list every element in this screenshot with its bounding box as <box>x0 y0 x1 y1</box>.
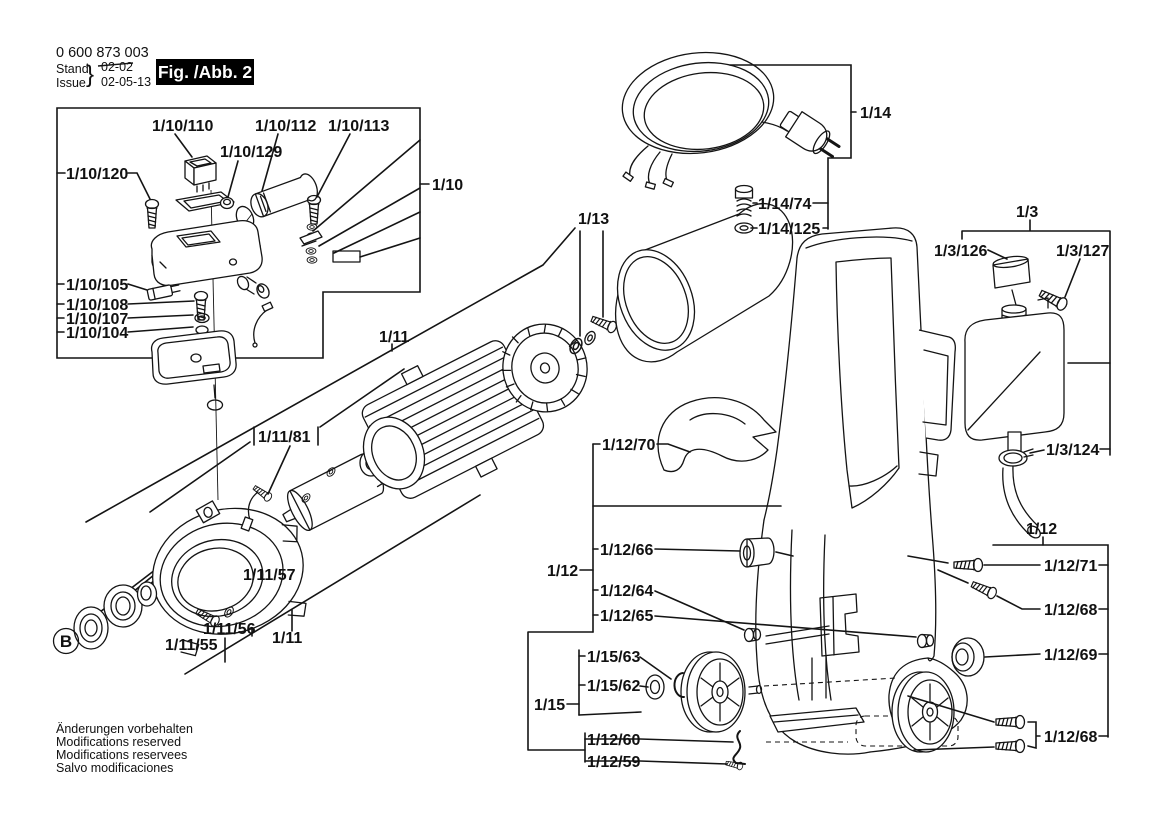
screw <box>252 484 274 503</box>
label-1-14-74: 1/14/74 <box>758 196 812 213</box>
large-grommet <box>952 638 984 676</box>
switch-base-plate <box>152 331 237 410</box>
figure-badge: Fig. /Abb. 2 <box>157 62 253 82</box>
label-1-12-68b: 1/12/68 <box>1044 729 1098 746</box>
label-1-10-110: 1/10/110 <box>152 118 214 135</box>
washer <box>195 314 209 323</box>
label-1-10-112: 1/10/112 <box>255 118 317 135</box>
washer <box>583 330 598 347</box>
hose-clamp <box>999 449 1033 466</box>
label-1-10-104: 1/10/104 <box>66 325 129 342</box>
label-1-11-57: 1/11/57 <box>243 567 296 584</box>
label-1-3-126: 1/3/126 <box>934 243 988 260</box>
brace-glyph: } <box>86 61 95 88</box>
label-1-15-62: 1/15/62 <box>587 678 641 695</box>
label-1-12-70: 1/12/70 <box>602 437 656 454</box>
title-block <box>56 45 254 90</box>
label-1-11-bottom: 1/11 <box>272 630 303 647</box>
label-view-b: B <box>59 632 73 651</box>
screw <box>970 579 998 600</box>
label-1-12-69: 1/12/69 <box>1044 647 1098 664</box>
axle-clip <box>733 731 745 764</box>
notice-es: Salvo modificaciones <box>56 761 174 775</box>
notice-en: Modifications reserved <box>56 735 182 749</box>
label-1-14: 1/14 <box>860 105 892 122</box>
terminal-connectors <box>300 231 322 263</box>
label-1-10-120: 1/10/120 <box>66 166 129 183</box>
label-1-11-55: 1/11/55 <box>165 637 218 654</box>
screw <box>146 200 159 229</box>
left-wheel <box>681 652 762 732</box>
label-1-10-129: 1/10/129 <box>220 144 283 161</box>
label-1-10-107: 1/10/107 <box>66 311 129 328</box>
label-1-11-top: 1/11 <box>379 329 410 346</box>
modification-notice <box>56 722 193 775</box>
notice-fr: Modifications reservees <box>56 748 188 762</box>
part-number: 0 600 873 003 <box>56 45 149 61</box>
tank-outlet <box>1008 432 1021 452</box>
power-switch <box>185 156 216 192</box>
label-1-15-63: 1/15/63 <box>587 649 641 666</box>
label-1-11-81: 1/11/81 <box>258 429 311 446</box>
label-1-11-56: 1/11/56 <box>203 621 256 638</box>
stand-label: Stand <box>56 62 89 76</box>
view-b-marker <box>54 629 79 654</box>
small-bushings <box>235 274 271 300</box>
detergent-tank <box>965 255 1064 541</box>
label-1-12-left: 1/12 <box>547 563 579 580</box>
right-wheel <box>892 672 954 752</box>
superseded-date: 02-02 <box>101 60 133 74</box>
small-grommet-a <box>745 629 761 642</box>
bearing-stack <box>74 582 157 649</box>
jumper-wire <box>253 302 273 347</box>
label-1-10-113: 1/10/113 <box>328 118 390 135</box>
blank-callout-box <box>333 251 360 262</box>
mains-plug <box>776 106 843 164</box>
label-1-12-59: 1/12/59 <box>587 754 641 771</box>
label-1-10-108: 1/10/108 <box>66 297 129 314</box>
label-1-3: 1/3 <box>1016 204 1039 221</box>
label-1-13: 1/13 <box>578 211 610 228</box>
issue-date: 02-05-13 <box>101 75 152 89</box>
label-1-12-68a: 1/12/68 <box>1044 602 1098 619</box>
power-cord <box>616 44 843 189</box>
tank-body <box>965 313 1064 440</box>
screw <box>996 740 1025 753</box>
label-1-3-124: 1/3/124 <box>1046 442 1100 459</box>
tank-cap <box>992 255 1030 305</box>
screw <box>590 313 618 333</box>
label-1-15: 1/15 <box>534 697 566 714</box>
label-1-12-66: 1/12/66 <box>600 542 654 559</box>
bushing-sleeve <box>740 538 774 567</box>
label-1-3-127: 1/3/127 <box>1056 243 1110 260</box>
label-1-12-64: 1/12/64 <box>600 583 654 600</box>
label-1-14-125: 1/14/125 <box>758 221 821 238</box>
nut <box>221 198 234 209</box>
switch-housing-cover <box>151 221 262 286</box>
label-1-12-65: 1/12/65 <box>600 608 654 625</box>
screw <box>954 559 983 572</box>
wire-ends <box>623 146 673 189</box>
label-1-10: 1/10 <box>432 177 464 194</box>
notice-de: Änderungen vorbehalten <box>56 722 193 736</box>
label-1-12-right: 1/12 <box>1026 521 1058 538</box>
cable-connector <box>147 283 181 300</box>
washer <box>307 224 317 230</box>
label-1-10-105: 1/10/105 <box>66 277 129 294</box>
screw <box>996 716 1025 729</box>
issue-label: Issue <box>56 76 86 90</box>
curved-bracket-part <box>658 398 776 472</box>
switch-assembly-parts <box>146 156 323 410</box>
label-1-12-60: 1/12/60 <box>587 732 641 749</box>
label-1-12-71: 1/12/71 <box>1044 558 1098 575</box>
